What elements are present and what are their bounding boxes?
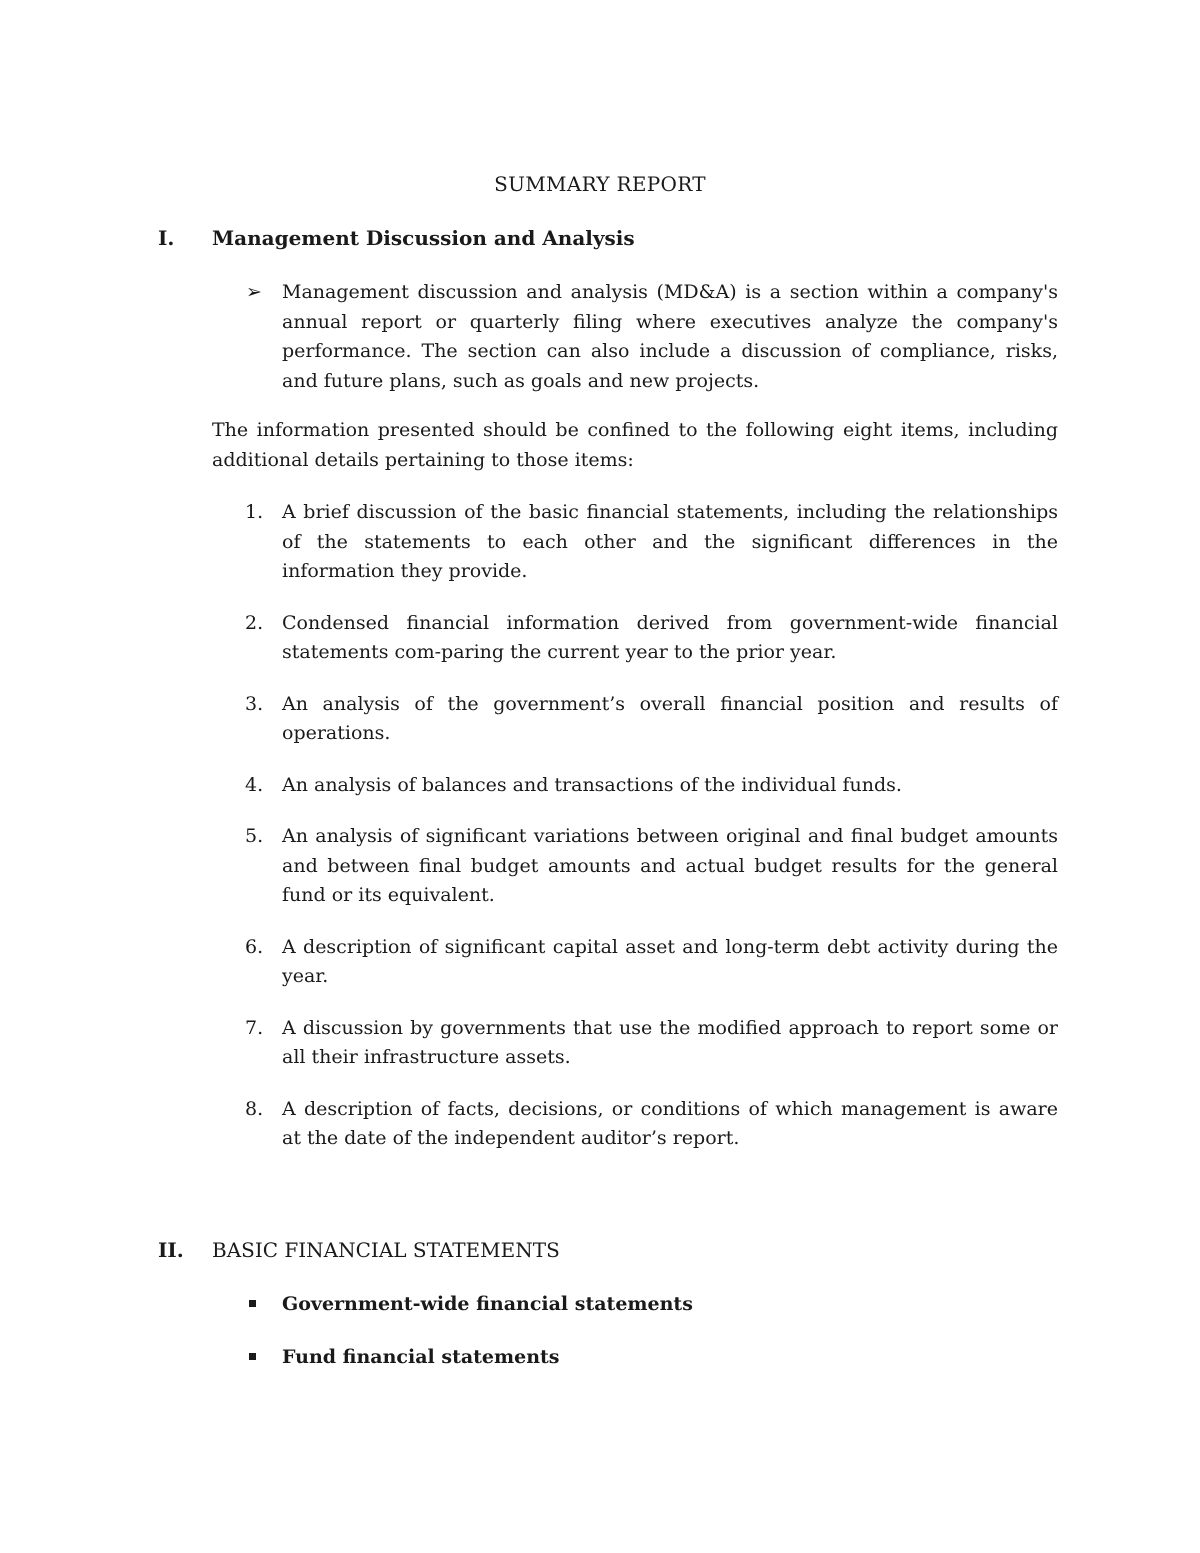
list-item bbox=[212, 690, 1058, 749]
bullet-item-text: Government-wide financial statements bbox=[282, 1293, 693, 1315]
mdna-definition-text: Management discussion and analysis (MD&A) is a section within a company's annual report or quarterly filing where executives analyze the company's performance. The section can also include a discussion of compliance, risks, and future plans, such as goals and new projects. bbox=[282, 281, 1058, 392]
list-item-text: A description of facts, decisions, or conditions of which management is aware at the date of the independent auditor’s report. bbox=[282, 1097, 1058, 1149]
section-title: BASIC FINANCIAL STATEMENTS bbox=[212, 1238, 560, 1262]
section-numeral: I. bbox=[158, 226, 175, 250]
section-numeral: II. bbox=[158, 1238, 184, 1262]
list-item bbox=[212, 498, 1058, 587]
list-item-text: A discussion by governments that use the modified approach to report some or all their infrastructure assets. bbox=[282, 1016, 1058, 1068]
list-item bbox=[212, 1014, 1058, 1073]
mdna-definition-item bbox=[212, 278, 1058, 396]
list-number: 5. bbox=[245, 825, 264, 847]
list-number: 1. bbox=[245, 501, 264, 523]
list-number: 8. bbox=[245, 1097, 264, 1120]
list-item bbox=[212, 1095, 1058, 1154]
list-item bbox=[212, 609, 1058, 668]
arrow-bullet-icon: ➢ bbox=[246, 281, 262, 303]
list-item-text: An analysis of significant variations between original and final budget amounts and between final budget amounts and actual budget results for the general fund or its equivalent. bbox=[282, 825, 1058, 906]
section-title: Management Discussion and Analysis bbox=[212, 226, 635, 250]
intro-paragraph: The information presented should be confined to the following eight items, including additional details pertaining to those items: bbox=[212, 419, 1058, 471]
list-number: 6. bbox=[245, 935, 264, 958]
list-item-text: An analysis of balances and transactions of the individual funds. bbox=[282, 773, 902, 796]
bullet-item-text: Fund financial statements bbox=[282, 1346, 560, 1368]
square-bullet-icon bbox=[249, 1300, 256, 1307]
list-number: 2. bbox=[245, 611, 264, 634]
list-number: 4. bbox=[245, 773, 264, 796]
square-bullet-icon bbox=[249, 1353, 256, 1360]
list-item-text: An analysis of the government’s overall financial position and results of operations. bbox=[282, 692, 1058, 744]
list-item-text: A description of significant capital asset and long-term debt activity during the year. bbox=[282, 935, 1058, 987]
list-item-text: Condensed financial information derived from government-wide financial statements com-paring the current year to the prior year. bbox=[282, 611, 1058, 663]
list-item bbox=[212, 771, 1058, 801]
numbered-list bbox=[212, 498, 1058, 1176]
list-item bbox=[212, 822, 1058, 911]
list-item bbox=[212, 933, 1058, 992]
list-number: 7. bbox=[245, 1016, 264, 1039]
list-item-text: A brief discussion of the basic financial statements, including the relationships of the statements to each other and the significant differences in the information they provide. bbox=[282, 501, 1058, 582]
list-number: 3. bbox=[245, 692, 264, 715]
document-title: SUMMARY REPORT bbox=[494, 172, 706, 196]
